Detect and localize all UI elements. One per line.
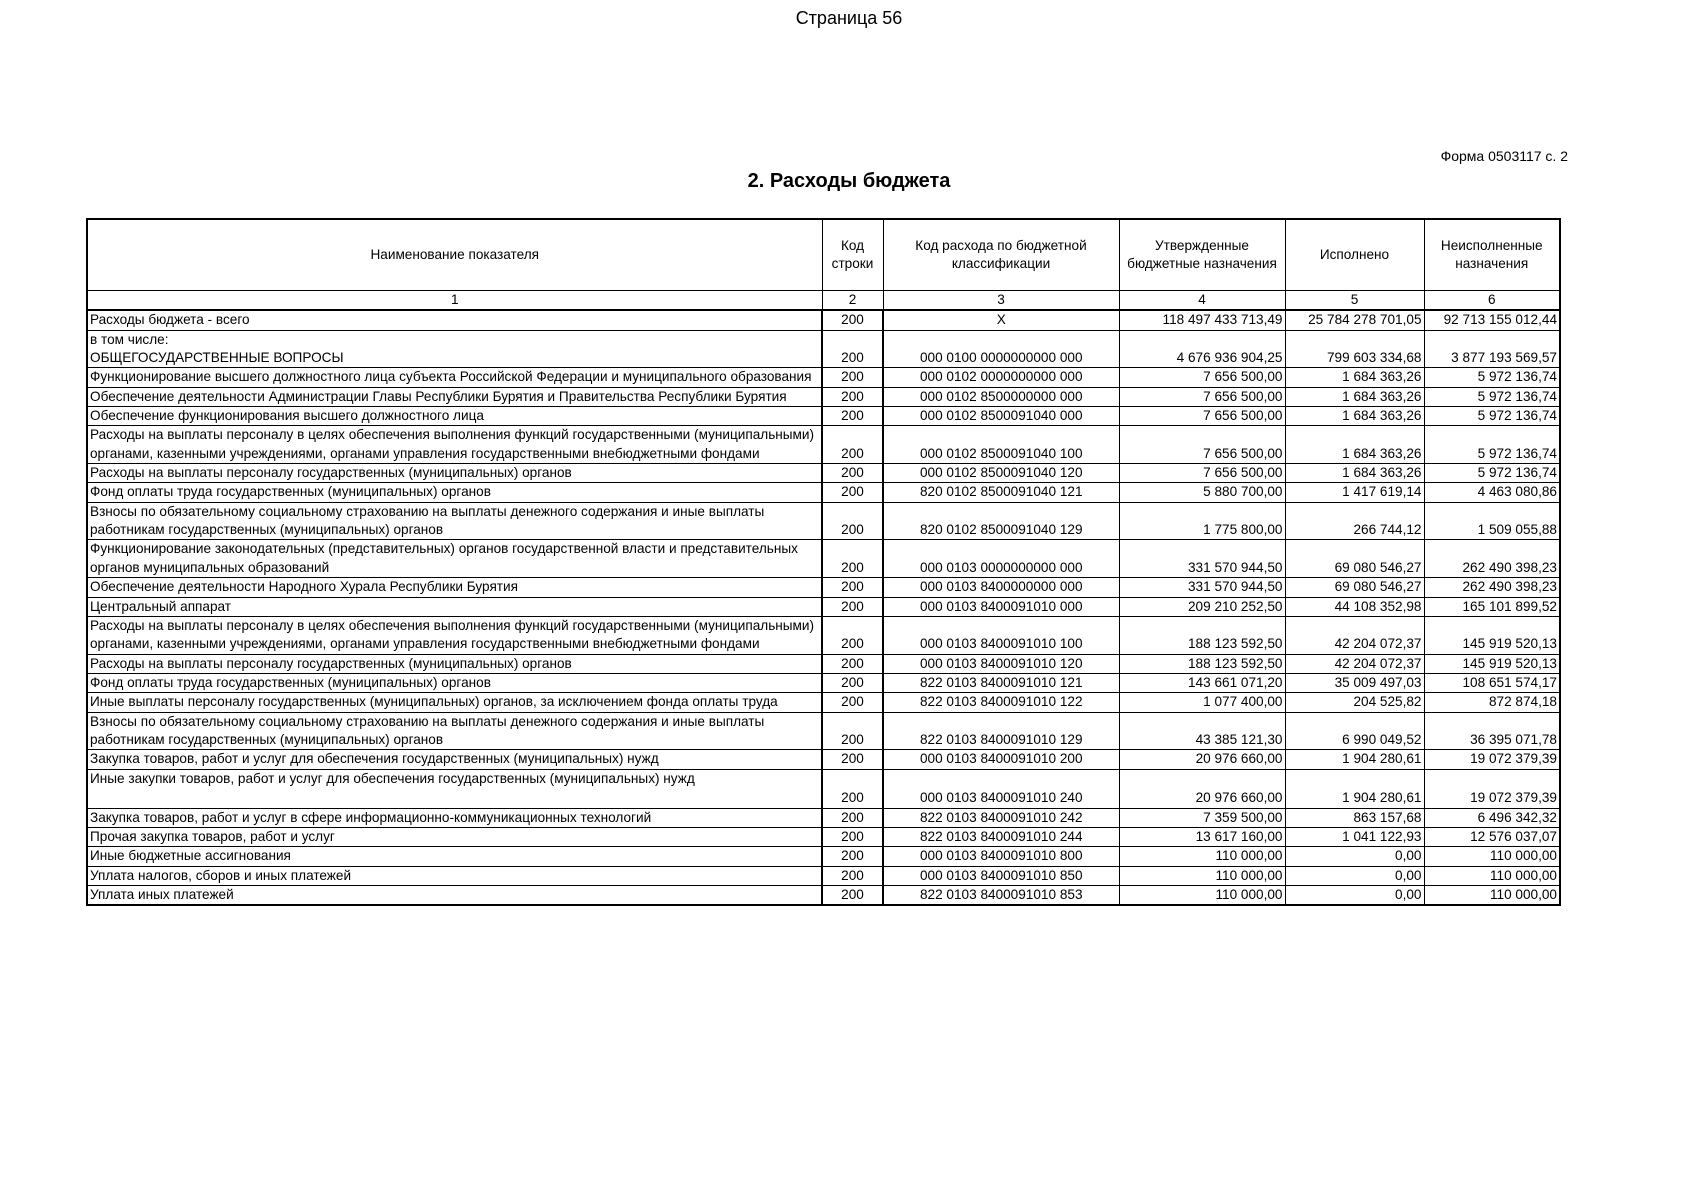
row-name: Центральный аппарат <box>87 597 822 616</box>
row-executed: 69 080 546,27 <box>1285 540 1424 578</box>
row-line-code: 200 <box>822 464 883 483</box>
row-executed: 1 417 619,14 <box>1285 483 1424 502</box>
row-name: Обеспечение деятельности Администрации Главы Республики Бурятия и Правительства Республики Бурятия <box>87 387 822 406</box>
row-approved: 331 570 944,50 <box>1119 578 1285 597</box>
row-approved: 4 676 936 904,25 <box>1119 330 1285 368</box>
row-executed: 0,00 <box>1285 885 1424 905</box>
document-title: 2. Расходы бюджета <box>747 170 951 192</box>
row-approved: 1 077 400,00 <box>1119 693 1285 712</box>
row-executed: 25 784 278 701,05 <box>1285 310 1424 330</box>
row-executed: 1 904 280,61 <box>1285 750 1424 769</box>
row-executed: 1 684 363,26 <box>1285 464 1424 483</box>
row-unexecuted: 872 874,18 <box>1424 693 1560 712</box>
header-line-code: Код строки <box>822 219 883 291</box>
row-name: Функционирование высшего должностного лица субъекта Российской Федерации и муниципального образования <box>87 368 822 387</box>
table-row <box>87 310 1560 330</box>
table-row <box>87 808 1560 827</box>
table-row <box>87 885 1560 905</box>
row-budget-code: 000 0102 8500091040 100 <box>883 426 1119 464</box>
row-approved: 7 656 500,00 <box>1119 368 1285 387</box>
row-unexecuted: 6 496 342,32 <box>1424 808 1560 827</box>
row-name: Взносы по обязательному социальному страхованию на выплаты денежного содержания и иные выплаты работникам государственных (муниципальных) органов <box>87 712 822 750</box>
row-line-code: 200 <box>822 750 883 769</box>
row-unexecuted: 4 463 080,86 <box>1424 483 1560 502</box>
row-line-code: 200 <box>822 827 883 846</box>
table-row <box>87 693 1560 712</box>
row-budget-code: 822 0103 8400091010 853 <box>883 885 1119 905</box>
table-row <box>87 540 1560 578</box>
row-name: Иные бюджетные ассигнования <box>87 847 822 866</box>
row-unexecuted: 165 101 899,52 <box>1424 597 1560 616</box>
row-budget-code: 000 0103 8400091010 200 <box>883 750 1119 769</box>
column-number: 5 <box>1285 291 1424 311</box>
row-prefix: в том числе: <box>90 331 169 347</box>
page-number: Страница 56 <box>795 8 903 28</box>
row-executed: 0,00 <box>1285 847 1424 866</box>
table-row <box>87 387 1560 406</box>
row-executed: 44 108 352,98 <box>1285 597 1424 616</box>
row-budget-code: X <box>883 310 1119 330</box>
row-budget-code: 822 0103 8400091010 121 <box>883 673 1119 692</box>
row-executed: 1 684 363,26 <box>1285 407 1424 426</box>
header-executed: Исполнено <box>1285 219 1424 291</box>
row-unexecuted: 5 972 136,74 <box>1424 407 1560 426</box>
table-row <box>87 407 1560 426</box>
row-executed: 1 684 363,26 <box>1285 368 1424 387</box>
expenses-table <box>86 218 1561 906</box>
row-budget-code: 000 0102 8500091040 000 <box>883 407 1119 426</box>
column-number: 1 <box>87 291 822 311</box>
row-line-code: 200 <box>822 673 883 692</box>
row-line-code: 200 <box>822 693 883 712</box>
table-header-row <box>87 219 1560 291</box>
row-approved: 110 000,00 <box>1119 847 1285 866</box>
row-executed: 1 684 363,26 <box>1285 387 1424 406</box>
row-unexecuted: 36 395 071,78 <box>1424 712 1560 750</box>
column-number: 4 <box>1119 291 1285 311</box>
table-row <box>87 483 1560 502</box>
row-unexecuted: 5 972 136,74 <box>1424 368 1560 387</box>
table-row <box>87 654 1560 673</box>
row-name: Обеспечение деятельности Народного Хурала Республики Бурятия <box>87 578 822 597</box>
table-row <box>87 673 1560 692</box>
row-line-code: 200 <box>822 310 883 330</box>
row-budget-code: 822 0103 8400091010 242 <box>883 808 1119 827</box>
header-unexecuted: Неисполненные назначения <box>1424 219 1560 291</box>
column-number: 3 <box>883 291 1119 311</box>
row-name: Расходы бюджета - всего <box>87 310 822 330</box>
row-unexecuted: 5 972 136,74 <box>1424 464 1560 483</box>
form-label: Форма 0503117 с. 2 <box>1440 148 1568 164</box>
row-executed: 863 157,68 <box>1285 808 1424 827</box>
row-unexecuted: 262 490 398,23 <box>1424 578 1560 597</box>
row-budget-code: 000 0103 8400091010 100 <box>883 616 1119 654</box>
row-budget-code: 000 0102 8500000000 000 <box>883 387 1119 406</box>
row-line-code: 200 <box>822 654 883 673</box>
table-row <box>87 330 1560 368</box>
row-budget-code: 000 0103 0000000000 000 <box>883 540 1119 578</box>
row-budget-code: 000 0103 8400091010 240 <box>883 769 1119 808</box>
row-approved: 118 497 433 713,49 <box>1119 310 1285 330</box>
row-name: Иные закупки товаров, работ и услуг для обеспечения государственных (муниципальных) нужд <box>87 769 822 808</box>
table-row <box>87 616 1560 654</box>
row-name: Закупка товаров, работ и услуг в сфере информационно-коммуникационных технологий <box>87 808 822 827</box>
column-number: 6 <box>1424 291 1560 311</box>
row-line-code: 200 <box>822 885 883 905</box>
table-row <box>87 866 1560 885</box>
row-line-code: 200 <box>822 597 883 616</box>
row-approved: 209 210 252,50 <box>1119 597 1285 616</box>
table-row <box>87 827 1560 846</box>
row-line-code: 200 <box>822 483 883 502</box>
row-approved: 331 570 944,50 <box>1119 540 1285 578</box>
row-budget-code: 820 0102 8500091040 121 <box>883 483 1119 502</box>
row-name: Фонд оплаты труда государственных (муниципальных) органов <box>87 483 822 502</box>
row-unexecuted: 19 072 379,39 <box>1424 769 1560 808</box>
row-name: Расходы на выплаты персоналу в целях обеспечения выполнения функций государственными (муниципальными) органами, казенными учреждениями, органами управления государственными внебюджетными фондами <box>87 616 822 654</box>
row-name: Прочая закупка товаров, работ и услуг <box>87 827 822 846</box>
row-name: Функционирование законодательных (представительных) органов государственной власти и представительных органов муниципальных образований <box>87 540 822 578</box>
row-name <box>87 330 822 368</box>
row-name: Фонд оплаты труда государственных (муниципальных) органов <box>87 673 822 692</box>
row-line-code: 200 <box>822 808 883 827</box>
row-unexecuted: 262 490 398,23 <box>1424 540 1560 578</box>
row-line-code: 200 <box>822 330 883 368</box>
header-approved: Утвержденные бюджетные назначения <box>1119 219 1285 291</box>
row-unexecuted: 110 000,00 <box>1424 847 1560 866</box>
column-number-row <box>87 291 1560 311</box>
row-approved: 7 656 500,00 <box>1119 464 1285 483</box>
row-line-code: 200 <box>822 769 883 808</box>
row-approved: 20 976 660,00 <box>1119 750 1285 769</box>
row-executed: 266 744,12 <box>1285 502 1424 540</box>
table-row <box>87 578 1560 597</box>
column-number: 2 <box>822 291 883 311</box>
row-budget-code: 000 0103 8400091010 850 <box>883 866 1119 885</box>
row-budget-code: 000 0103 8400091010 000 <box>883 597 1119 616</box>
header-budget-code: Код расхода по бюджетной классификации <box>883 219 1119 291</box>
row-unexecuted: 5 972 136,74 <box>1424 426 1560 464</box>
row-executed: 799 603 334,68 <box>1285 330 1424 368</box>
row-unexecuted: 3 877 193 569,57 <box>1424 330 1560 368</box>
row-executed: 1 041 122,93 <box>1285 827 1424 846</box>
table-row <box>87 597 1560 616</box>
row-name: Расходы на выплаты персоналу в целях обеспечения выполнения функций государственными (муниципальными) органами, казенными учреждениями, органами управления государственными внебюджетными фондами <box>87 426 822 464</box>
header-name: Наименование показателя <box>87 219 822 291</box>
row-executed: 0,00 <box>1285 866 1424 885</box>
row-approved: 7 359 500,00 <box>1119 808 1285 827</box>
row-line-code: 200 <box>822 407 883 426</box>
row-budget-code: 000 0100 0000000000 000 <box>883 330 1119 368</box>
row-name: Иные выплаты персоналу государственных (муниципальных) органов, за исключением фонда оплаты труда <box>87 693 822 712</box>
row-approved: 43 385 121,30 <box>1119 712 1285 750</box>
row-executed: 6 990 049,52 <box>1285 712 1424 750</box>
row-approved: 20 976 660,00 <box>1119 769 1285 808</box>
row-unexecuted: 12 576 037,07 <box>1424 827 1560 846</box>
row-line-code: 200 <box>822 426 883 464</box>
row-budget-code: 000 0103 8400000000 000 <box>883 578 1119 597</box>
row-line-code: 200 <box>822 387 883 406</box>
row-name: Уплата налогов, сборов и иных платежей <box>87 866 822 885</box>
row-approved: 13 617 160,00 <box>1119 827 1285 846</box>
row-budget-code: 822 0103 8400091010 244 <box>883 827 1119 846</box>
row-executed: 42 204 072,37 <box>1285 654 1424 673</box>
row-line-code: 200 <box>822 578 883 597</box>
row-executed: 204 525,82 <box>1285 693 1424 712</box>
row-unexecuted: 145 919 520,13 <box>1424 616 1560 654</box>
row-approved: 5 880 700,00 <box>1119 483 1285 502</box>
row-budget-code: 000 0103 8400091010 800 <box>883 847 1119 866</box>
row-unexecuted: 92 713 155 012,44 <box>1424 310 1560 330</box>
row-budget-code: 822 0103 8400091010 129 <box>883 712 1119 750</box>
row-name: Уплата иных платежей <box>87 885 822 905</box>
table-row <box>87 712 1560 750</box>
row-budget-code: 000 0102 0000000000 000 <box>883 368 1119 387</box>
row-approved: 7 656 500,00 <box>1119 426 1285 464</box>
row-name-text: ОБЩЕГОСУДАРСТВЕННЫЕ ВОПРОСЫ <box>90 350 344 366</box>
table-row <box>87 769 1560 808</box>
row-approved: 7 656 500,00 <box>1119 387 1285 406</box>
row-line-code: 200 <box>822 847 883 866</box>
row-line-code: 200 <box>822 866 883 885</box>
row-unexecuted: 108 651 574,17 <box>1424 673 1560 692</box>
row-unexecuted: 110 000,00 <box>1424 885 1560 905</box>
row-unexecuted: 110 000,00 <box>1424 866 1560 885</box>
row-unexecuted: 19 072 379,39 <box>1424 750 1560 769</box>
row-budget-code: 000 0103 8400091010 120 <box>883 654 1119 673</box>
row-unexecuted: 5 972 136,74 <box>1424 387 1560 406</box>
row-approved: 143 661 071,20 <box>1119 673 1285 692</box>
table-row <box>87 464 1560 483</box>
row-unexecuted: 145 919 520,13 <box>1424 654 1560 673</box>
row-approved: 1 775 800,00 <box>1119 502 1285 540</box>
row-name: Расходы на выплаты персоналу государственных (муниципальных) органов <box>87 464 822 483</box>
row-budget-code: 000 0102 8500091040 120 <box>883 464 1119 483</box>
row-executed: 42 204 072,37 <box>1285 616 1424 654</box>
row-line-code: 200 <box>822 616 883 654</box>
row-executed: 69 080 546,27 <box>1285 578 1424 597</box>
row-approved: 188 123 592,50 <box>1119 616 1285 654</box>
row-name: Обеспечение функционирования высшего должностного лица <box>87 407 822 426</box>
table-body <box>87 310 1560 905</box>
table-row <box>87 368 1560 387</box>
row-approved: 188 123 592,50 <box>1119 654 1285 673</box>
row-name: Закупка товаров, работ и услуг для обеспечения государственных (муниципальных) нужд <box>87 750 822 769</box>
row-approved: 110 000,00 <box>1119 866 1285 885</box>
row-line-code: 200 <box>822 368 883 387</box>
row-approved: 7 656 500,00 <box>1119 407 1285 426</box>
table-row <box>87 847 1560 866</box>
row-unexecuted: 1 509 055,88 <box>1424 502 1560 540</box>
row-line-code: 200 <box>822 502 883 540</box>
row-budget-code: 820 0102 8500091040 129 <box>883 502 1119 540</box>
row-approved: 110 000,00 <box>1119 885 1285 905</box>
row-executed: 1 684 363,26 <box>1285 426 1424 464</box>
row-line-code: 200 <box>822 712 883 750</box>
row-executed: 35 009 497,03 <box>1285 673 1424 692</box>
row-executed: 1 904 280,61 <box>1285 769 1424 808</box>
row-line-code: 200 <box>822 540 883 578</box>
row-name: Расходы на выплаты персоналу государственных (муниципальных) органов <box>87 654 822 673</box>
row-name: Взносы по обязательному социальному страхованию на выплаты денежного содержания и иные выплаты работникам государственных (муниципальных) органов <box>87 502 822 540</box>
table-row <box>87 750 1560 769</box>
row-budget-code: 822 0103 8400091010 122 <box>883 693 1119 712</box>
table-row <box>87 502 1560 540</box>
table-row <box>87 426 1560 464</box>
